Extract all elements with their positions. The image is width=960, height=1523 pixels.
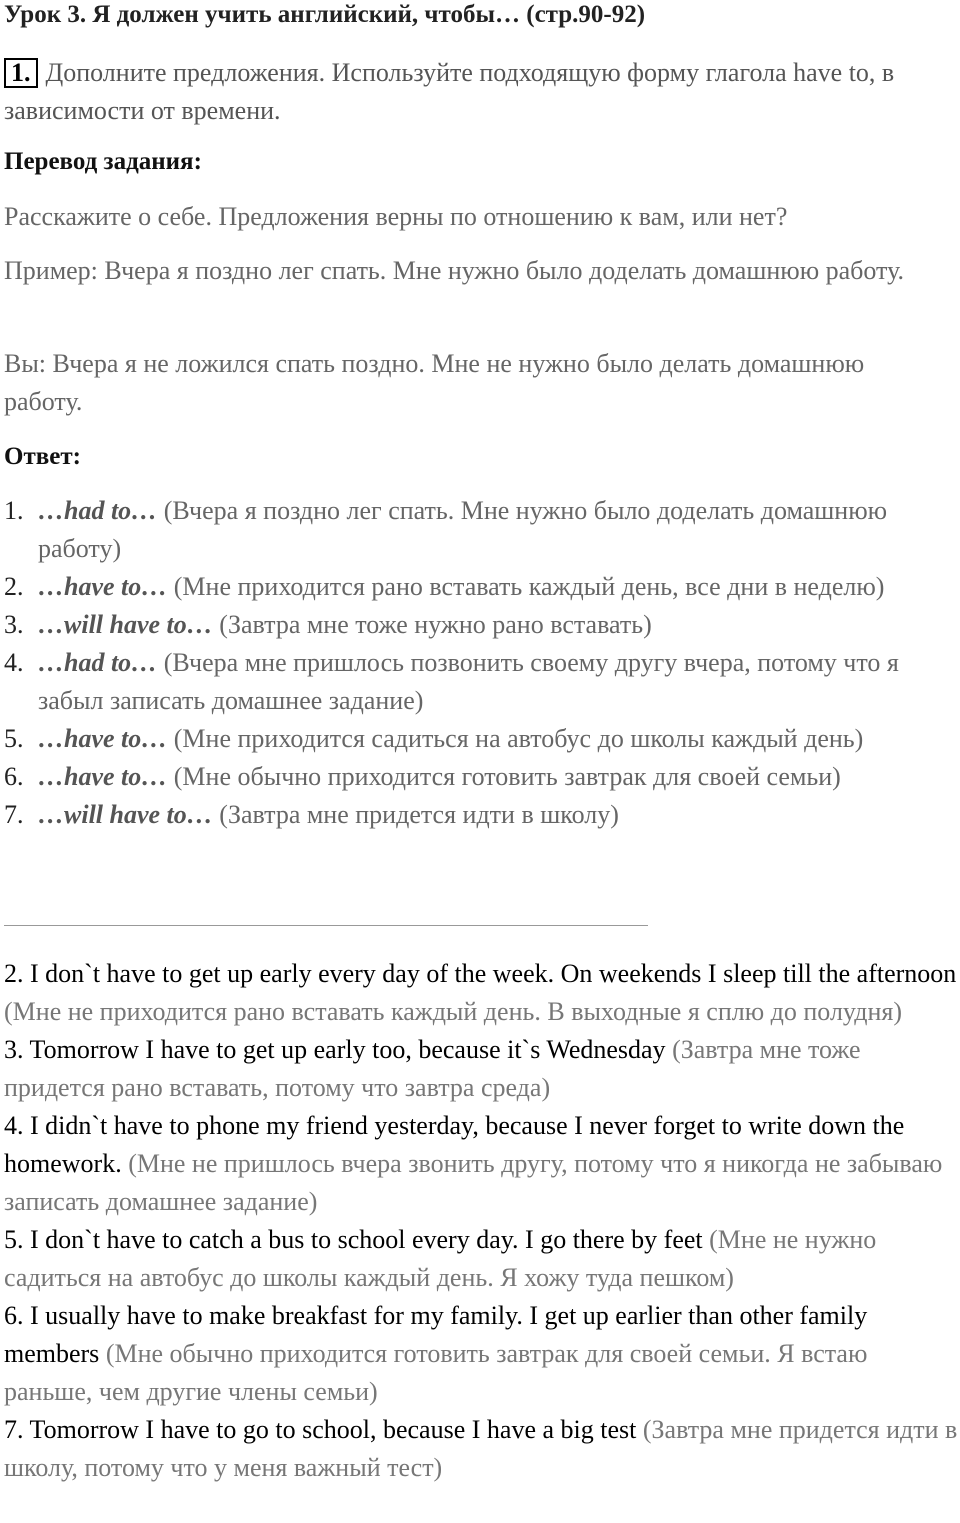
item-text: (Мне приходится садиться на автобус до школы каждый день) (167, 724, 864, 753)
item-key: …will have to… (38, 610, 213, 639)
item-key: …have to… (38, 762, 168, 791)
explanation-item (4, 1221, 960, 1297)
explanation-item (4, 955, 960, 1031)
english-sentence: 6. I usually have to make breakfast for my family. I get up earlier than other family members (4, 1301, 868, 1368)
item-number: 2. (4, 572, 24, 601)
english-sentence: 7. Tomorrow I have to go to school, because I have a big test (4, 1415, 637, 1444)
explanations (4, 955, 960, 1487)
translation-line: Расскажите о себе. Предложения верны по отношению к вам, или нет? (4, 202, 788, 231)
item-number: 4. (4, 648, 24, 677)
russian-translation: (Мне не приходится рано вставать каждый день. В выходные я сплю до полудня) (4, 997, 903, 1026)
explanation-item (4, 1411, 960, 1487)
explanation-item (4, 1031, 960, 1107)
page-title: Урок 3. Я должен учить английский, чтобы… (стр.90-92) (4, 1, 646, 28)
explanation-item (4, 1107, 960, 1221)
divider (4, 925, 648, 926)
item-key: …will have to… (38, 800, 213, 829)
translation-example: Пример: Вчера я поздно лег спать. Мне нужно было доделать домашнюю работу. (4, 256, 904, 285)
list-item (4, 796, 956, 834)
translation-you: Вы: Вчера я не ложился спать поздно. Мне не нужно было делать домашнюю работу. (4, 349, 865, 416)
english-sentence: 4. I didn`t have to phone my friend yesterday, because I never forget to write down the homework. (4, 1111, 905, 1178)
item-text: (Завтра мне придется идти в школу) (212, 800, 619, 829)
russian-translation: (Завтра мне придется идти в школу, потому что у меня важный тест) (4, 1415, 958, 1482)
item-text: (Вчера мне пришлось позвонить своему другу вчера, потому что я забыл записать домашнее задание) (38, 648, 899, 715)
answer-list (4, 492, 956, 834)
item-number: 3. (4, 610, 24, 639)
item-text: (Мне обычно приходится готовить завтрак для своей семьи) (167, 762, 841, 791)
item-key: …have to… (38, 724, 168, 753)
explanation-item (4, 1297, 960, 1411)
russian-translation: (Мне не пришлось вчера звонить другу, потому что я никогда не забываю записать домашнее задание) (4, 1149, 943, 1216)
item-key: …had to… (38, 648, 158, 677)
item-key: …had to… (38, 496, 158, 525)
list-item (4, 568, 956, 606)
list-item (4, 606, 956, 644)
english-sentence: 2. I don`t have to get up early every day of the week. On weekends I sleep till the afternoon (4, 959, 957, 988)
item-text: (Вчера я поздно лег спать. Мне нужно было доделать домашнюю работу) (38, 496, 888, 563)
english-sentence: 3. Tomorrow I have to get up early too, because it`s Wednesday (4, 1035, 666, 1064)
list-item (4, 644, 956, 720)
item-number: 5. (4, 724, 24, 753)
item-number: 1. (4, 496, 24, 525)
list-item (4, 758, 956, 796)
list-item (4, 492, 956, 568)
task-text: Дополните предложения. Используйте подходящую форму глагола have to, в зависимости от времени. (4, 58, 895, 125)
item-text: (Завтра мне тоже нужно рано вставать) (212, 610, 652, 639)
translation-heading: Перевод задания: (4, 148, 202, 175)
english-sentence: 5. I don`t have to catch a bus to school every day. I go there by feet (4, 1225, 703, 1254)
task-number: 1. (4, 58, 38, 88)
item-key: …have to… (38, 572, 168, 601)
task-instruction (4, 54, 949, 130)
item-number: 7. (4, 800, 24, 829)
answer-heading: Ответ: (4, 443, 81, 470)
item-text: (Мне приходится рано вставать каждый день, все дни в неделю) (167, 572, 885, 601)
list-item (4, 720, 956, 758)
item-number: 6. (4, 762, 24, 791)
russian-translation: (Мне обычно приходится готовить завтрак для своей семьи. Я встаю раньше, чем другие члены семьи) (4, 1339, 868, 1406)
russian-translation: (Завтра мне тоже придется рано вставать, потому что завтра среда) (4, 1035, 861, 1102)
russian-translation: (Мне не нужно садиться на автобус до школы каждый день. Я хожу туда пешком) (4, 1225, 877, 1292)
